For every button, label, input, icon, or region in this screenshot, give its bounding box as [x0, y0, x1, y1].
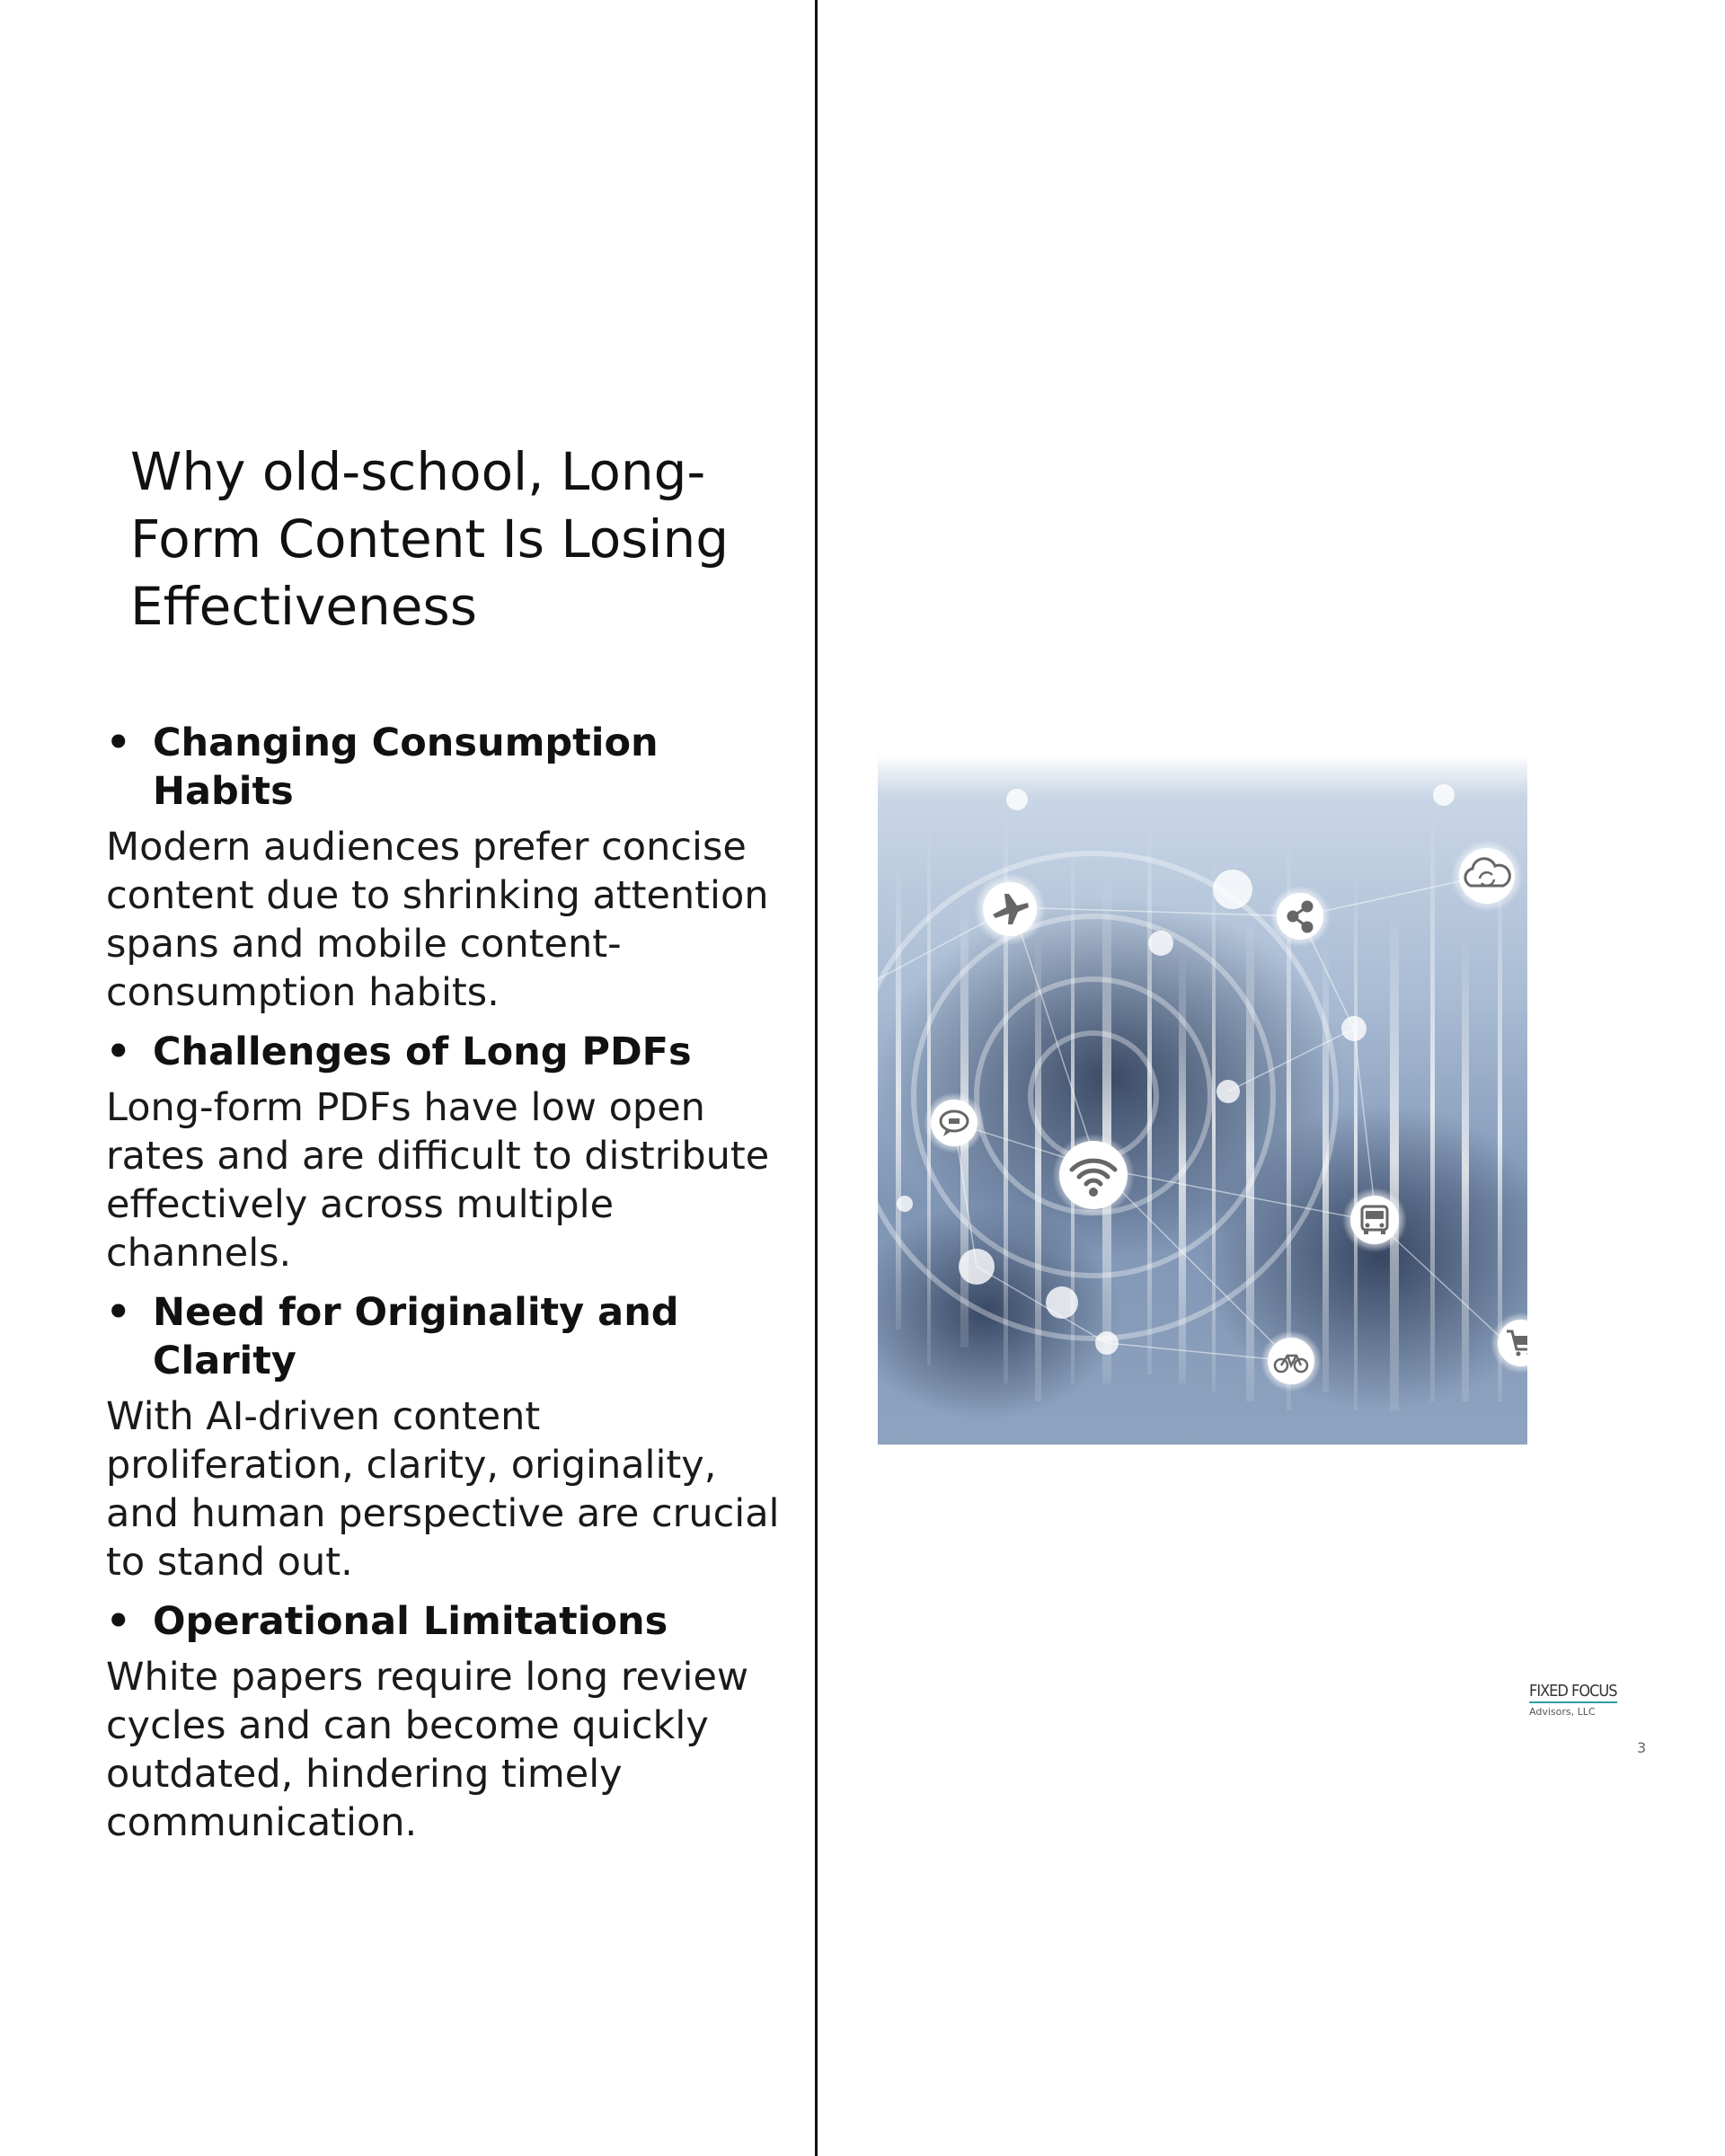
bicycle-icon [1261, 1330, 1322, 1392]
section-operational [106, 1597, 798, 1847]
bullet-dot: • [106, 1029, 131, 1074]
section-consumption-habits [106, 719, 798, 1017]
company-logo [1529, 1682, 1646, 1718]
logo-name: FIXED FOCUS [1529, 1682, 1617, 1703]
bullet-heading [106, 719, 798, 816]
page-title: Why old-school, Long-Form Content Is Losing Effectiveness [130, 441, 730, 637]
bullet-body: With AI-driven content proliferation, clarity, originality, and human perspective are crucial to stand out. [106, 1394, 780, 1585]
bullet-heading [106, 1288, 798, 1385]
vertical-divider [815, 0, 818, 2156]
bullet-heading-text: Need for Originality and Clarity [153, 1290, 679, 1383]
bullet-dot: • [106, 1599, 131, 1644]
logo-subtitle: Advisors, LLC [1529, 1706, 1596, 1718]
share-icon [1269, 886, 1331, 947]
bullet-body: White papers require long review cycles and can become quickly outdated, hindering timely communication. [106, 1655, 749, 1845]
chat-icon [924, 1092, 985, 1153]
connected-city-image [878, 755, 1527, 1445]
wifi-icon [1052, 1134, 1135, 1216]
page-number: 3 [1637, 1739, 1647, 1756]
bullet-heading-text: Changing Consumption Habits [153, 720, 659, 814]
bullet-dot: • [106, 720, 131, 765]
bullet-heading [106, 1028, 798, 1076]
bullet-heading [106, 1597, 798, 1646]
section-originality [106, 1288, 798, 1586]
cloud-sync-icon [1451, 840, 1523, 912]
bullet-body: Long-form PDFs have low open rates and are difficult to distribute effectively across multiple channels. [106, 1085, 770, 1276]
bullet-body: Modern audiences prefer concise content due to shrinking attention spans and mobile content-consumption habits. [106, 825, 769, 1015]
bullet-heading-text: Operational Limitations [153, 1599, 668, 1644]
bullet-dot: • [106, 1290, 131, 1335]
bullet-heading-text: Challenges of Long PDFs [153, 1029, 692, 1074]
bullet-list [106, 719, 798, 1858]
section-long-pdfs [106, 1028, 798, 1277]
bus-icon [1342, 1188, 1407, 1252]
airplane-icon [974, 873, 1046, 945]
